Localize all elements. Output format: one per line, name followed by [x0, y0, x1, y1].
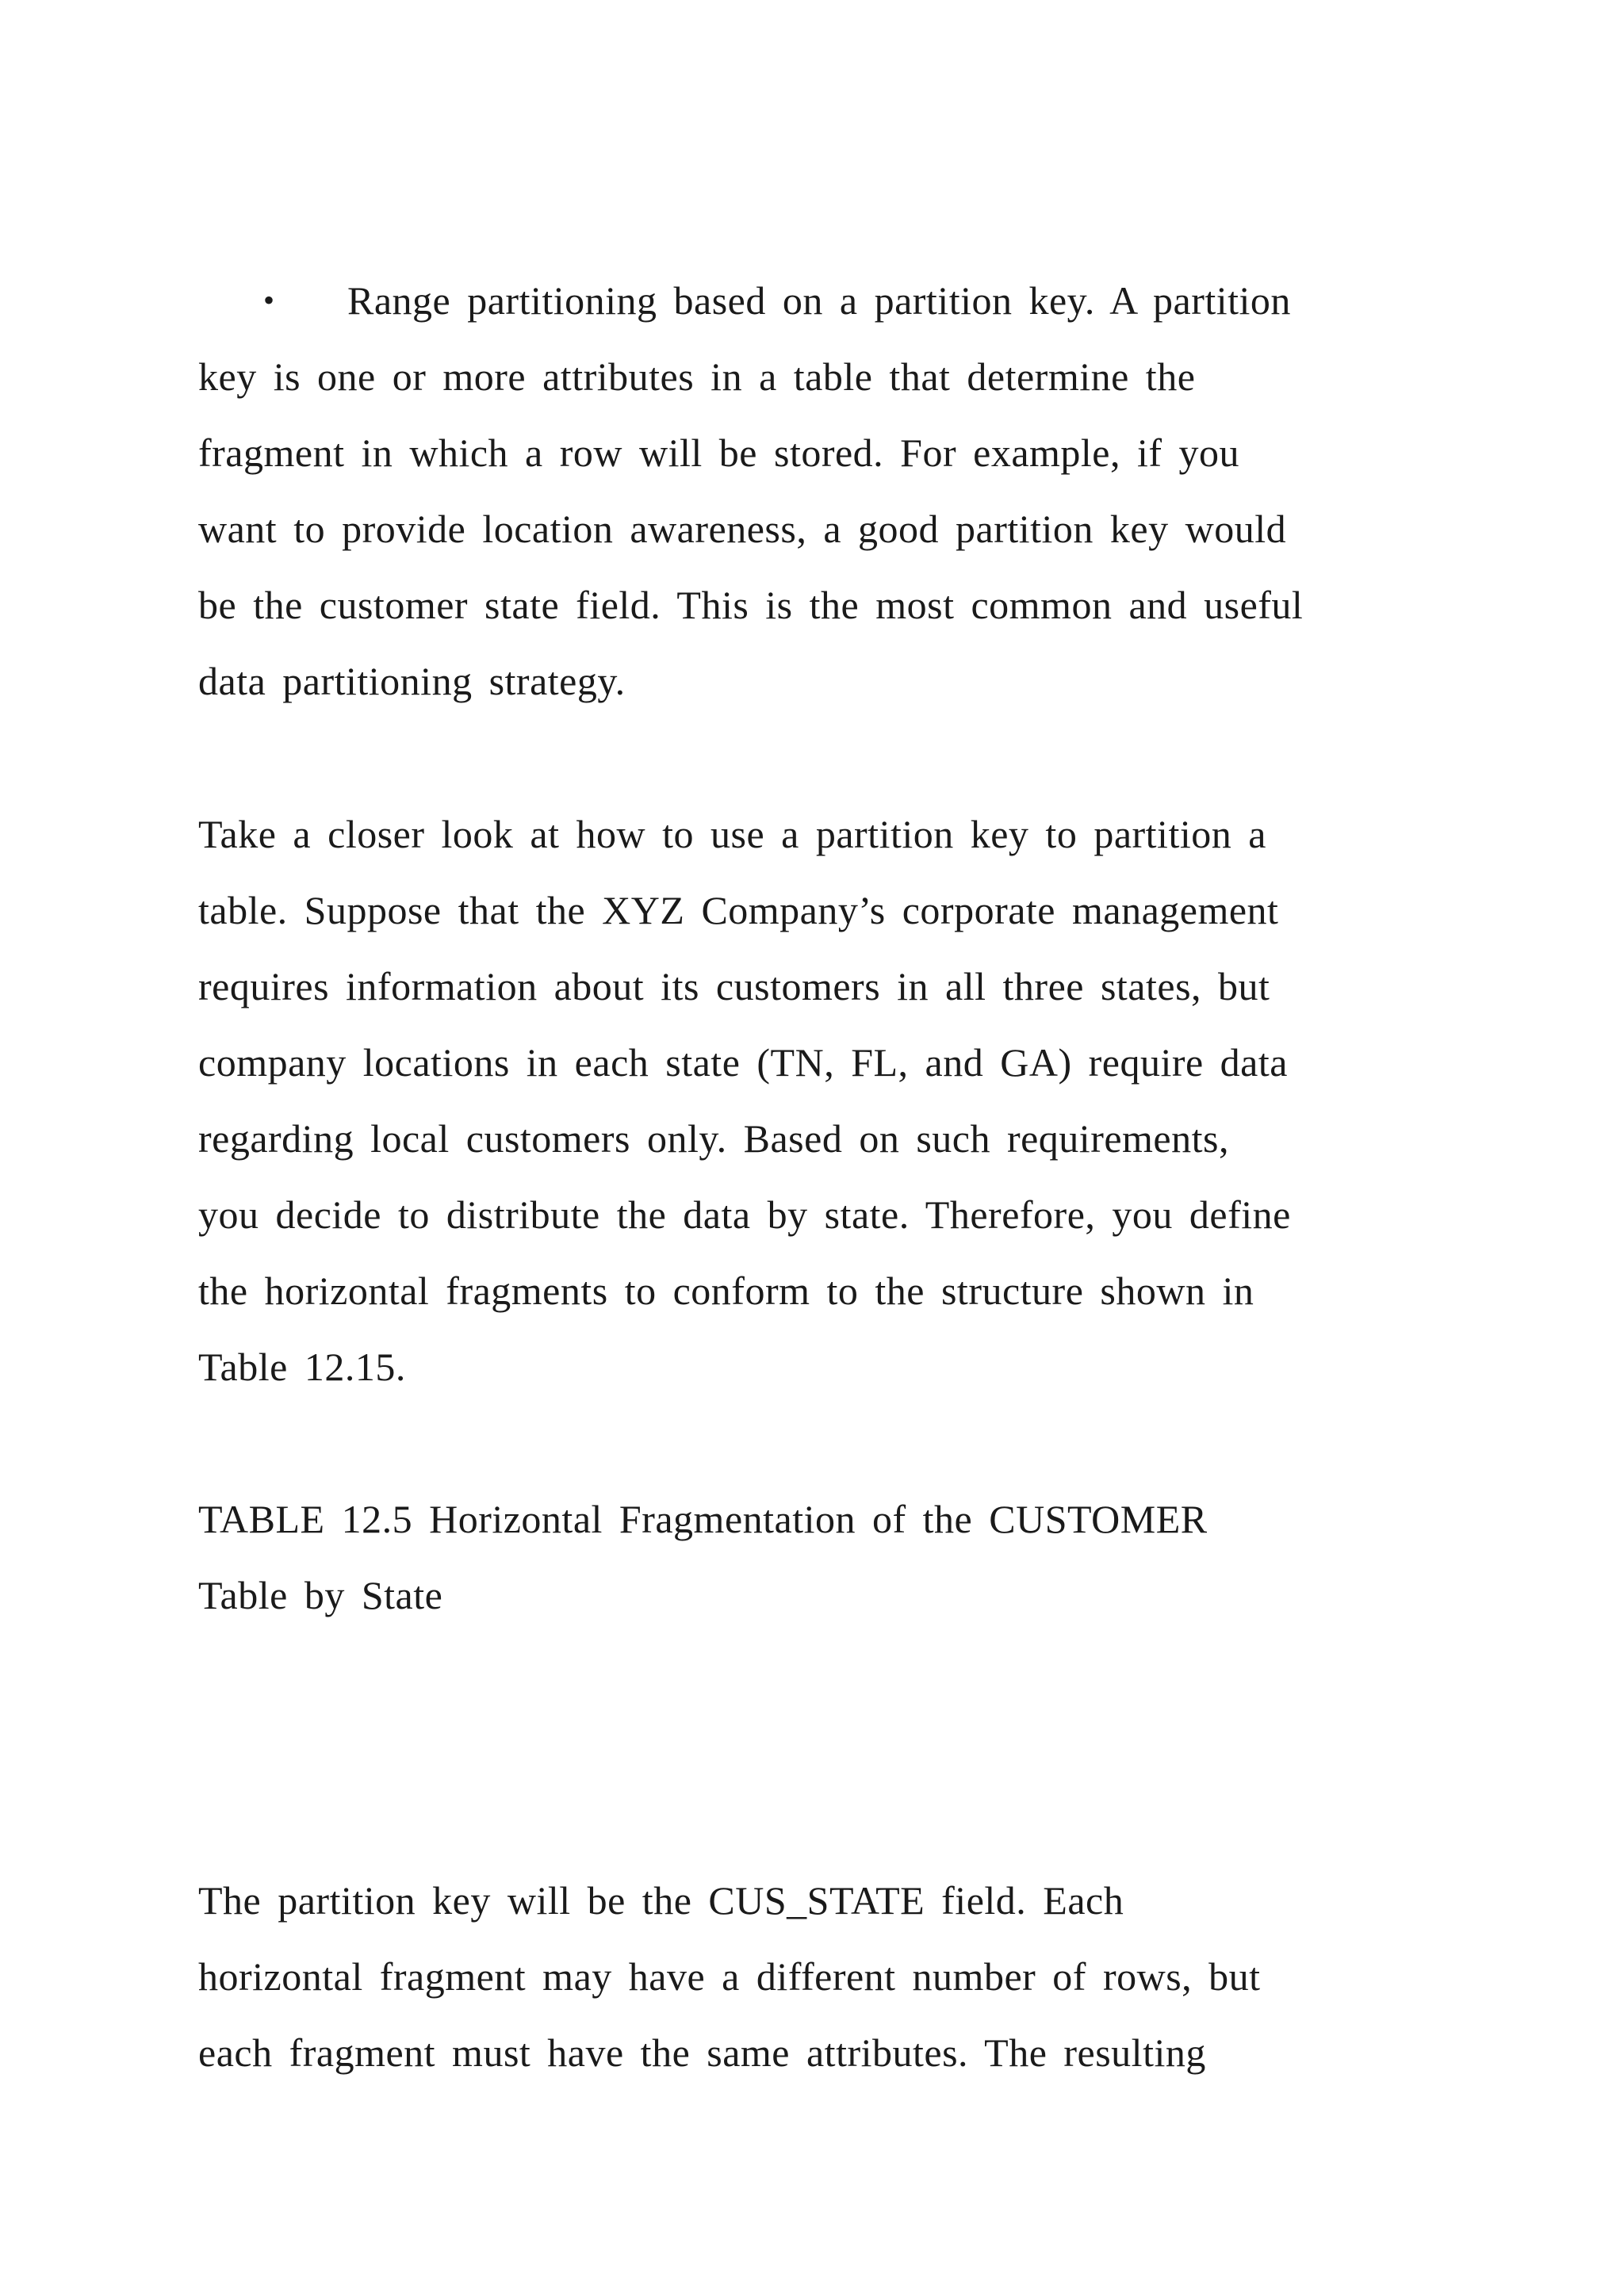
text-line: requires information about its customers in all three states, but — [198, 964, 1270, 1008]
body-paragraph — [198, 796, 1435, 1405]
text-line: company locations in each state (TN, FL, and GA) require data — [198, 1040, 1288, 1085]
text-line: regarding local customers only. Based on such requirements, — [198, 1116, 1229, 1161]
caption-line: TABLE 12.5 Horizontal Fragmentation of the CUSTOMER — [198, 1497, 1208, 1541]
text-line: you decide to distribute the data by state. Therefore, you define — [198, 1192, 1291, 1237]
text-line: want to provide location awareness, a good partition key would — [198, 507, 1287, 551]
text-line: the horizontal fragments to conform to the structure shown in — [198, 1269, 1254, 1313]
text-line: be the customer state field. This is the most common and useful — [198, 583, 1304, 627]
bullet-paragraph — [198, 262, 1435, 719]
body-paragraph — [198, 1862, 1435, 2091]
text-line: fragment in which a row will be stored. For example, if you — [198, 430, 1240, 475]
text-line: The partition key will be the CUS_STATE field. Each — [198, 1878, 1124, 1923]
caption-line: Table by State — [198, 1573, 443, 1617]
text-line: each fragment must have the same attributes. The resulting — [198, 2030, 1206, 2075]
text-line: data partitioning strategy. — [198, 659, 626, 703]
text-line: Take a closer look at how to use a partition key to partition a — [198, 812, 1266, 856]
text-line: table. Suppose that the XYZ Company’s corporate management — [198, 888, 1279, 932]
text-line: key is one or more attributes in a table that determine the — [198, 354, 1196, 399]
text-line: Table 12.15. — [198, 1345, 406, 1389]
table-caption — [198, 1481, 1435, 1633]
text-line: Range partitioning based on a partition key. A partition — [347, 278, 1291, 323]
text-line: horizontal fragment may have a different number of rows, but — [198, 1954, 1261, 1999]
bullet-line — [198, 262, 1435, 339]
bullet-icon: • — [263, 282, 275, 318]
